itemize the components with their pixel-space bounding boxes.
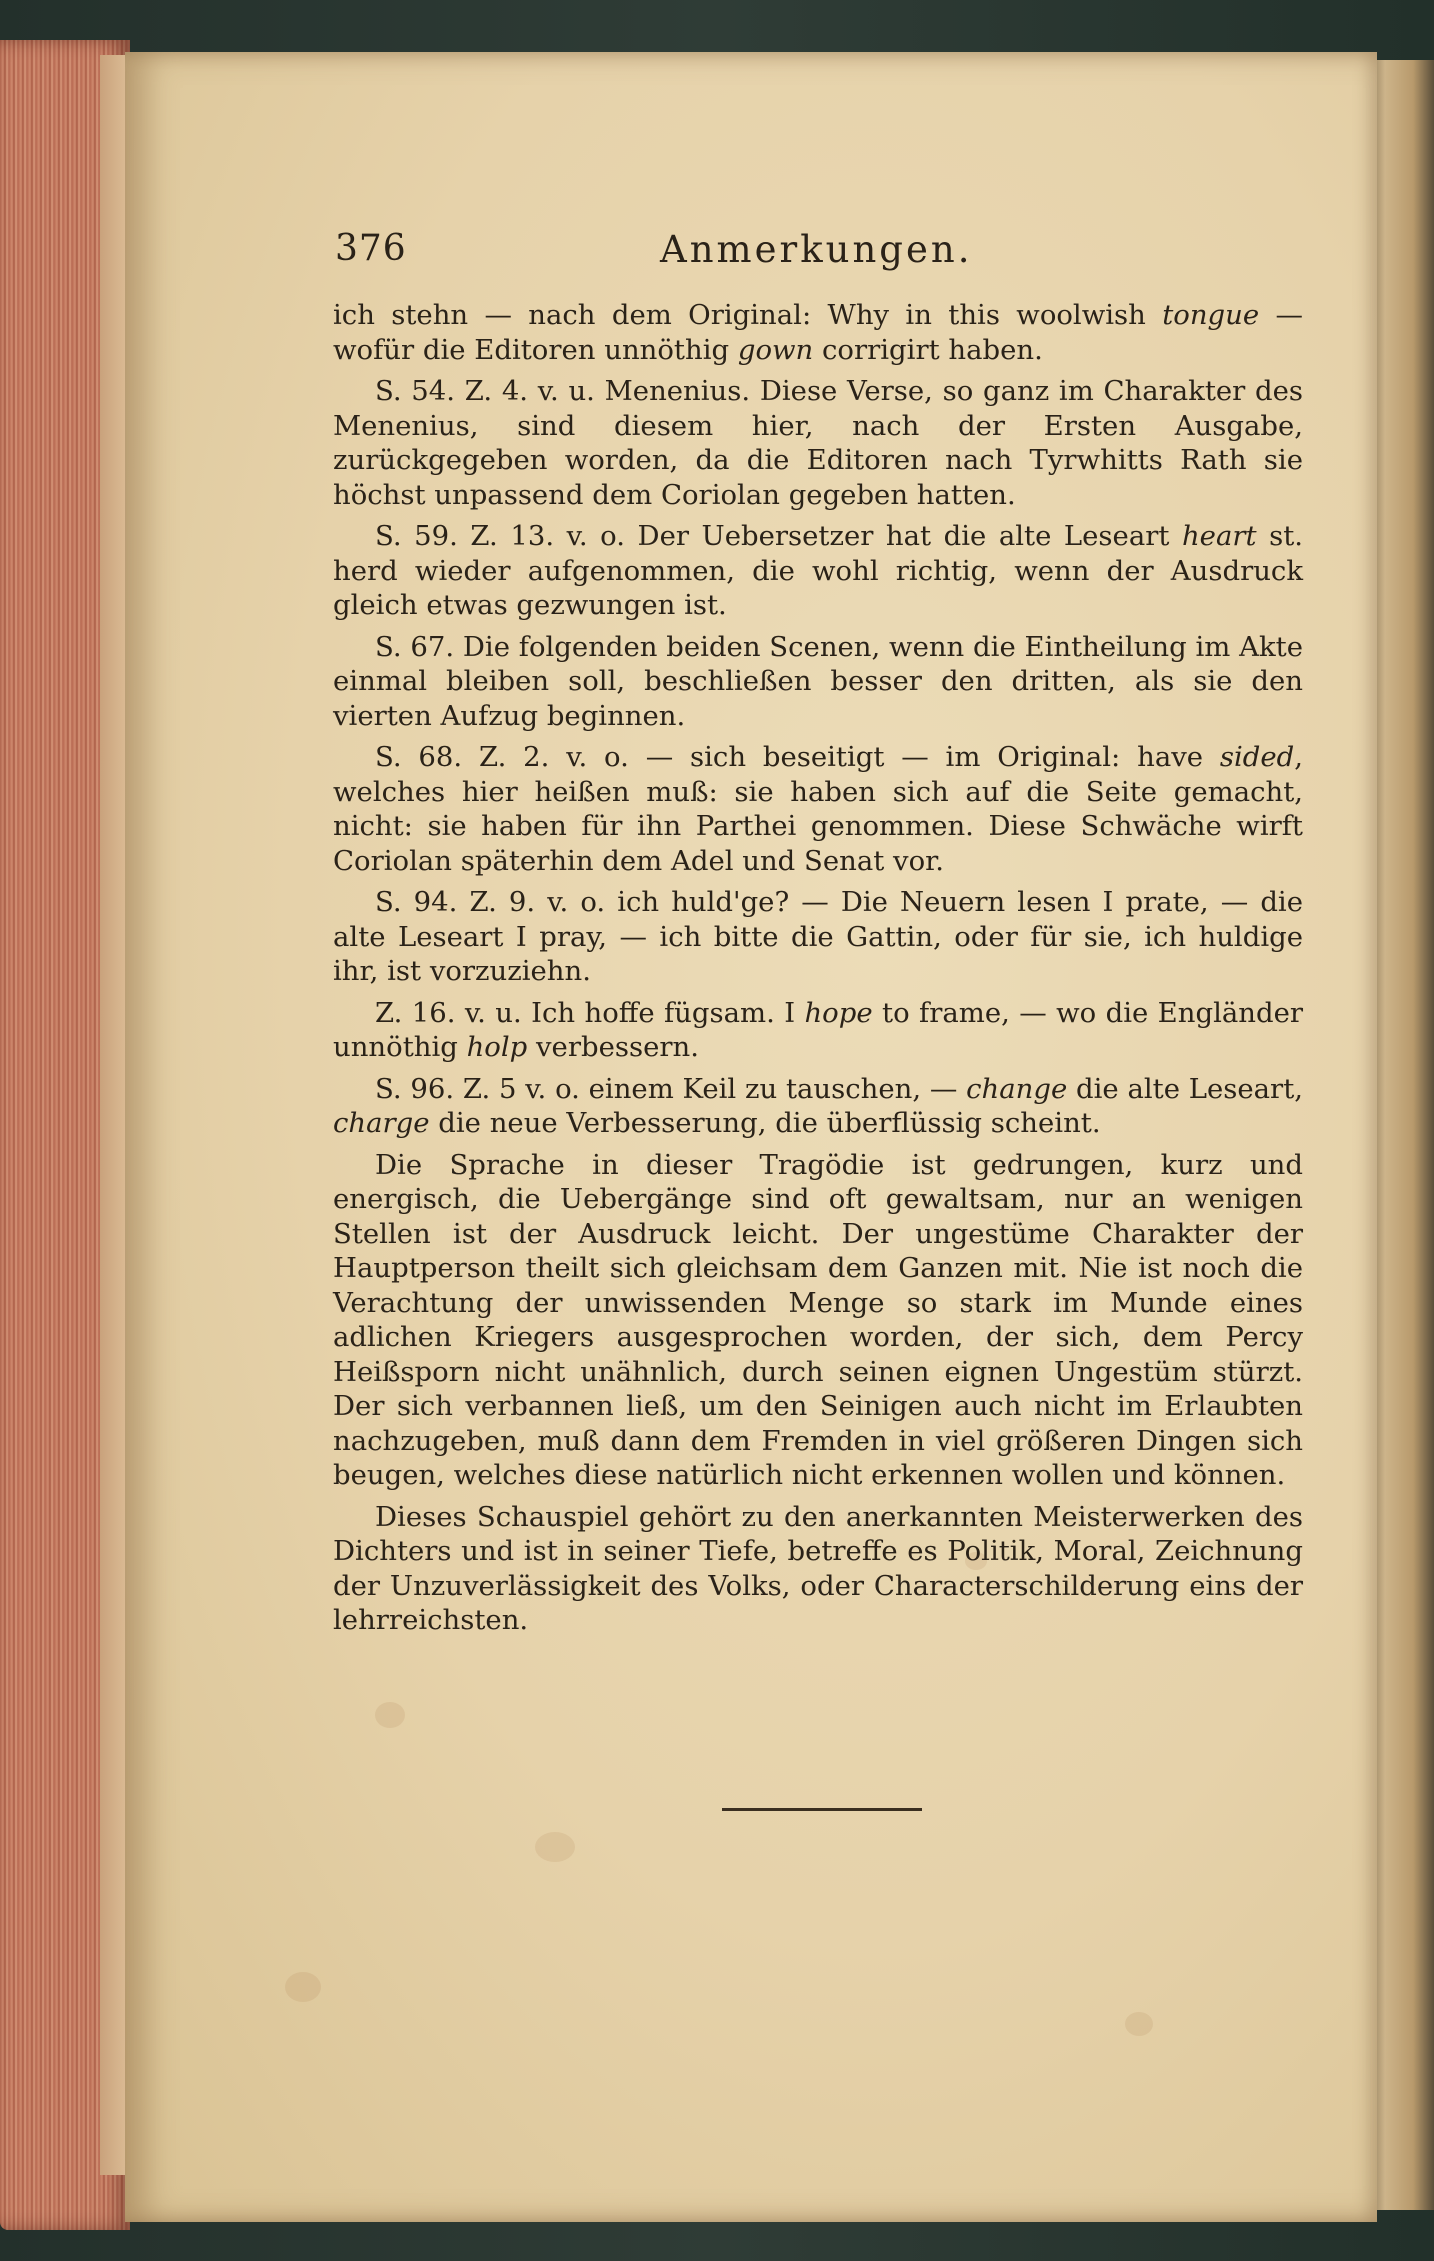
italic-run: charge [333,1107,430,1139]
italic-run: gown [737,333,814,366]
text-run: Dieses Schauspiel gehört zu den anerkannten Meisterwerken des Dichters und ist in seiner Tiefe, betreffe es Politik, Moral, Zeichnung der Unzuverlässigkeit des Volks, oder Characterschilderung eins der lehrreichsten. [333,1500,1303,1636]
foxing-spot [1125,2012,1153,2036]
text-run: S. 67. Die folgenden beiden Scenen, wenn die Eintheilung im Akte einmal bleiben soll, beschließen besser den dritten, als sie den vierten Aufzug beginnen. [333,630,1303,732]
paragraph [333,1072,1303,1141]
text-run: to frame, — wo die Engländer unnöthig [333,996,1303,1063]
foxing-spot [375,1702,405,1728]
paragraph [333,740,1303,878]
paragraph [333,1148,1303,1493]
text-run: S. 54. Z. 4. v. u. Menenius. Diese Verse, so ganz im Charakter des Menenius, sind diesem hier, nach der Ersten Ausgabe, zurückgegeben worden, da die Editoren nach Tyrwhitts Rath sie höchst unpassend dem Coriolan gegeben hatten. [333,375,1303,511]
italic-run: holp [466,1031,528,1063]
italic-run: hope [804,996,873,1029]
text-run: Z. 16. v. u. Ich hoffe fügsam. I [375,996,805,1029]
running-title: Anmerkungen. [660,228,973,271]
text-run: S. 94. Z. 9. v. o. ich huld'ge? — Die Neuern lesen I prate, — die alte Leseart I pray, — ich bitte die Gattin, oder für sie, ich huldige ihr, ist vorzuziehn. [333,886,1303,987]
paragraph [333,630,1303,734]
italic-run: change [966,1072,1068,1105]
foxing-spot [535,1832,575,1862]
text-run: die alte Leseart, [1067,1072,1303,1105]
paragraph [333,374,1303,512]
text-run: Die Sprache in dieser Tragödie ist gedrungen, kurz und energisch, die Uebergänge sind oft gewaltsam, nur an wenigen Stellen ist der Ausdruck leicht. Der ungestüme Charakter der Hauptperson theilt sich gleichsam dem Ganzen mit. Nie ist noch die Verachtung der unwissenden Menge so stark im Munde eines adlichen Kriegers ausgesprochen worden, der sich, dem Percy Heißsporn nicht unähnlich, durch seinen eignen Ungestüm stürzt. Der sich verbannen ließ, um den Seinigen auch nicht im Erlaubten nachzugeben, muß dann dem Fremden in viel größeren Dingen sich beugen, welches diese natürlich nicht erkennen wollen und können. [333,1148,1303,1491]
page-header [205,228,1305,298]
paragraph [333,996,1303,1065]
text-run: , welches hier heißen muß: sie haben sich auf die Seite gemacht, nicht: sie haben für ihn Parthei genommen. Diese Schwäche wirft Coriolan späterhin dem Adel und Senat vor. [333,741,1303,877]
text-run: S. 68. Z. 2. v. o. — sich beseitigt — im Original: have [375,741,1220,773]
text-run: die neue Verbesserung, die überflüssig scheint. [429,1107,1101,1139]
paragraph [333,519,1303,623]
text-run: — wofür die Editoren unnöthig [333,299,1304,366]
paragraph [333,1500,1303,1638]
italic-run: tongue [1162,299,1260,331]
text-block [205,228,1305,1645]
text-run: S. 96. Z. 5 v. o. einem Keil zu tauschen, — [375,1072,967,1105]
foxing-spot [285,1972,321,2002]
text-run: verbessern. [527,1031,699,1063]
text-run: S. 59. Z. 13. v. o. Der Uebersetzer hat die alte Leseart [375,520,1182,552]
end-rule [722,1808,922,1811]
italic-run: heart [1181,520,1257,552]
page-number: 376 [335,228,407,269]
text-run: st. herd wieder aufgenommen, die wohl richtig, wenn der Ausdruck gleich etwas gezwungen ist. [333,520,1303,621]
paragraph [333,298,1303,367]
paragraph [333,885,1303,989]
italic-run: sided [1219,741,1295,773]
body-text [333,298,1303,1638]
text-run: ich stehn — nach dem Original: Why in this woolwish [333,299,1163,331]
text-run: corrigirt haben. [813,333,1043,366]
